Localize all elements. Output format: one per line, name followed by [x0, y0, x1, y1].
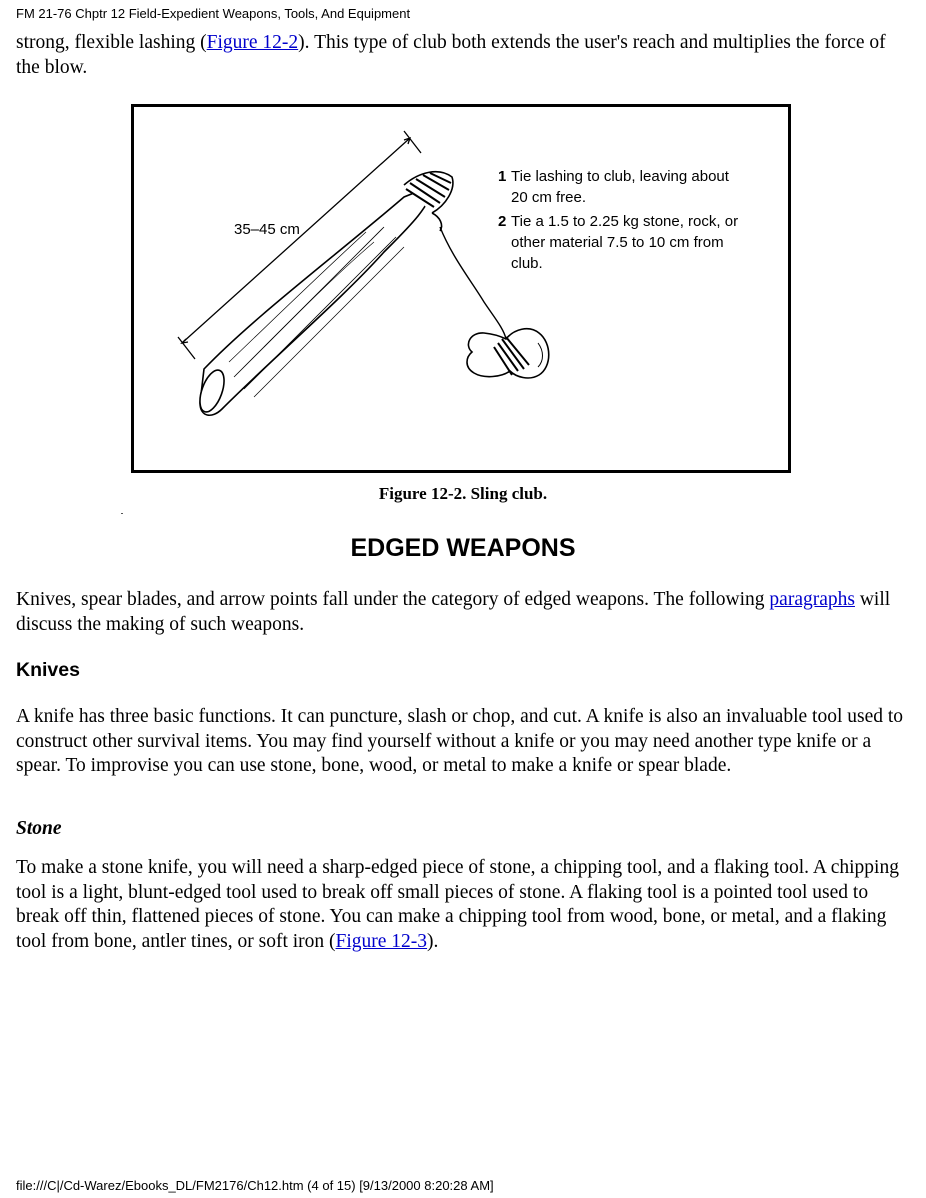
club-drawing	[195, 172, 549, 416]
scan-speck	[121, 513, 123, 514]
edged-intro-text: Knives, spear blades, and arrow points fall under the category of edged weapons. The following	[16, 589, 770, 610]
paragraphs-link[interactable]: paragraphs	[769, 589, 855, 610]
edged-intro-after: will discuss the making of such weapons.	[16, 589, 891, 635]
edged-weapons-intro	[16, 588, 911, 637]
step-2-line-3: club.	[511, 255, 543, 272]
knives-paragraph: A knife has three basic functions. It can puncture, slash or chop, and cut. A knife is also an invaluable tool used to construct other survival items. You may find yourself without a knife or you may need another type knife or a spear. To improvise you can use stone, bone, wood, or metal to make a knife or spear blade.	[16, 706, 904, 776]
dimension-label: 35–45 cm	[234, 221, 300, 238]
intro-paragraph	[16, 31, 911, 80]
stone-text-after: ).	[427, 930, 439, 952]
figure-12-2-link[interactable]: Figure 12-2	[206, 32, 299, 53]
page-footer: file:///C|/Cd-Warez/Ebooks_DL/FM2176/Ch12.htm (4 of 15) [9/13/2000 8:20:28 AM]	[16, 1178, 494, 1193]
stone-paragraph	[16, 856, 911, 954]
step-2-line-2: other material 7.5 to 10 cm from	[511, 234, 724, 251]
figure-caption-text: Figure 12-2. Sling club.	[378, 484, 548, 503]
step-1-number: 1	[498, 168, 507, 185]
step-1-line-2: 20 cm free.	[511, 189, 587, 206]
stone-text-before: To make a stone knife, you will need a sharp-edged piece of stone, a chipping tool, and a flaking tool. A chipping tool is a light, blunt-edged tool used to break off small pieces of stone. A flaking tool is a pointed tool used to break off thin, flattened pieces of stone. You can make a chipping tool from wood, bone, or metal, and a flaking tool from bone, antler tines, or soft iron (	[16, 857, 899, 952]
intro-text-after: ). This type of club both extends the user's reach and multiplies the force of the blow.	[16, 32, 886, 78]
intro-text-before: strong, flexible lashing (	[16, 32, 207, 53]
sling-club-illustration	[134, 107, 788, 470]
section-title: EDGED WEAPONS	[350, 534, 576, 562]
figure-12-3-link[interactable]: Figure 12-3	[335, 930, 428, 952]
step-2-number: 2	[498, 213, 507, 230]
knives-heading: Knives	[16, 659, 80, 681]
figure-caption	[0, 484, 926, 504]
step-2-line-1: Tie a 1.5 to 2.25 kg stone, rock, or	[511, 213, 739, 230]
sling-club-figure	[131, 104, 791, 473]
page-header: FM 21-76 Chptr 12 Field-Expedient Weapons, Tools, And Equipment	[16, 6, 411, 21]
stone-heading: Stone	[16, 818, 62, 839]
figure-instructions	[498, 168, 738, 272]
step-1-line-1: Tie lashing to club, leaving about	[511, 168, 729, 185]
